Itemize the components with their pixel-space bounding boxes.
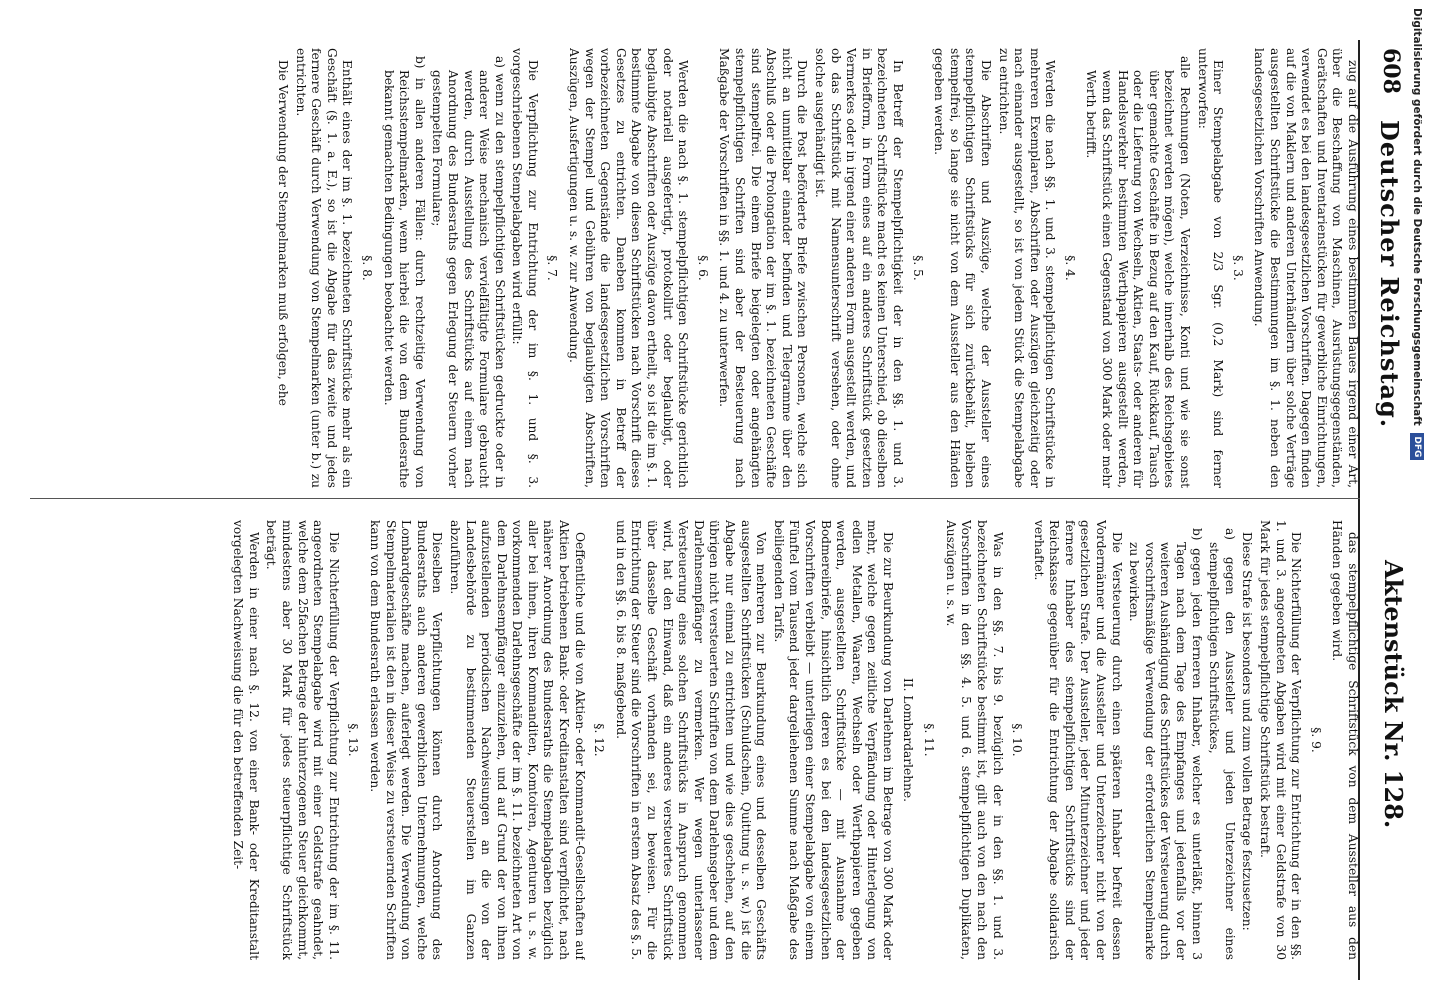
section-heading: §. 10. xyxy=(1010,723,1025,757)
section-heading: §. 11. xyxy=(922,723,937,757)
paragraph: Von mehreren zur Beurkundung eines und desselben Geschäfts ausgestellten Schriftstücken (Schuldschein, Quittung u. s. w.) ist die Abgabe nur einmal zu entrichten und wie dies geschehen, auf den übrigen nicht versteuerten Schriften von dem Darlehnsgeber und dem Darlehnsempfänger zu vermerken. Wer wegen unterlassener Versteuerung eines solchen Schriftstücks in Anspruch genommen wird, hat den Einwand, daß ein anderes versteuertes Schriftstück über dasselbe Geschäft vorhanden sei, zu beweisen. Für die Entrichtung der Steuer sind die Vorschriften in erstem Absatz des §. 5. und in den §§. 6. bis 8. maßgebend. xyxy=(613,520,769,960)
left-text-column xyxy=(30,48,1360,488)
paragraph: b) in allen anderen Fällen: durch rechtzeitige Verwendung von Reichsstempelmarken, wenn hierbei die von dem Bundesrathe bekannt gemachten Bedingungen beobachtet werden. xyxy=(381,56,427,488)
paragraph: Die Nichterfüllung der Verpflichtung zur Entrichtung der in den §§. 1. und 3. angeordneten Abgaben wird mit einer Geldstrafe von 30 Mark für jedes stempelpflichtige Schriftstück bestraft. xyxy=(1258,520,1304,960)
column-divider xyxy=(30,498,1360,499)
paragraph: Die Abschriften und Auszüge, welche der Aussteller eines stempelpflichtigen Schriftstücks für sich zurückbehält, bleiben stempelfrei, so lange sie nicht von dem Aussteller aus den Händen gegeben werden. xyxy=(932,48,993,488)
paragraph: Oeffentliche und die von Aktien- oder Kommandit-Gesellschaften auf Aktien betriebenen Bank- oder Kreditanstalten sind verpflichtet, nach näherer Anordnung des Bundesraths die Stempelabgaben bezüglich aller bei ihnen, ihren Kommanditen, Komtoiren, Agenturen u. s. w. vorkommenden Darlehnsgeschäfte der im §. 11. bezeichneten Art von dem Darlehnsempfänger einzuziehen, und auf Grund der von ihnen aufzustellenden periodischen Nachweisungen an die von der Landesbehörde zu bestimmenden Steuerstellen im Ganzen abzuführen. xyxy=(447,520,587,960)
section-heading: §. 5. xyxy=(910,255,925,281)
paragraph: Die Verpflichtung zur Entrichtung der im §. 1. und §. 3. vorgeschriebenen Stempelabgaben wird erfüllt: xyxy=(510,48,540,488)
section-heading: §. 9. xyxy=(1308,727,1323,753)
paragraph: Enthält eines der im §. 1. bezeichneten Schriftstücke mehr als ein Geschäft (§. 1. a. E.), so ist die Abgabe für das zweite und jedes fernere Geschäft durch Verwendung von Stempelmarken (unter b.) zu entrichten. xyxy=(293,48,355,488)
paragraph: Einer Stempelabgabe von 2/3 Sgr. (0,2 Mark) sind ferner unterworfen: xyxy=(1195,48,1226,488)
paragraph: a) wenn zu den stempelpflichtigen Schriftstücken gedruckte oder in anderer Weise mechanisch vervielfältigte Formulare gebraucht werden, durch Ausstellung des Schriftstücks auf einem nach Anordnung des Bundesraths gegen Erlegung der Steuern vorher gestempelten Formulare; xyxy=(430,56,507,488)
paragraph: Die Versteuerung durch einen späteren Inhaber befreit dessen Vordermänner und die Aussteller und Unterzeichner nicht von der gesetzlichen Strafe. Der Aussteller, jeder Mitunterzeichner und jeder fernere Inhaber des stempelpflichtigen Schriftstücks sind der Reichskasse gegenüber für die Entrichtung der Abgabe solidarisch verhaftet. xyxy=(1031,520,1124,960)
section-heading: II. Lombardarlehne. xyxy=(900,677,915,803)
paragraph: a) gegen den Aussteller und jeden Unterzeichner eines stempelpflichtigen Schriftstückes, xyxy=(1207,528,1237,960)
section-heading: §. 8. xyxy=(359,255,374,281)
paragraph: Dieselben Verpflichtungen können durch Anordnung des Bundesraths auch anderen gewerblichen Unternehmungen, welche Lombardgeschäfte machen, auferlegt werden. Die Verwendung von Stempelmaterialien ist den in dieser Weise zu versteuernden Schriften kann von dem Bundesrath erlassen werden. xyxy=(367,520,445,960)
paragraph: Durch die Post beförderte Briefe zwischen Personen, welche sich nicht an unmittelbar einander befinden und Telegramme über den Abschluß oder die Prolongation der im §. 1. bezeichneten Geschäfte sind stempelfrei. Die einem Briefe beigelegten oder angehängten stempelpflichtigen Schriften sind aber der Besteuerung nach Maßgabe der Vorschriften in §§. 1. und 4. zu unterwerfen. xyxy=(717,48,810,488)
paragraph: Werden die nach §. 1. stempelpflichtigen Schriftstücke gerichtlich oder notariell ausgefertigt, protokollirt oder beglaubigt, oder beglaubigte Abschriften oder Auszüge davon ertheilt, so ist die im §. 1. bestimmte Abgabe von diesen Schriftstücken nach Vorschrift dieses Gesetzes zu entrichten. Daneben kommen in Betreff der vorbezeichneten Gegenstände die landesgesetzlichen Vorschriften wegen der Stempel und Gebühren von beglaubigten Abschriften, Auszügen, Ausfertigungen u. s. w. zur Anwendung. xyxy=(567,48,691,488)
paragraph: zug auf die Ausführung eines bestimmten Baues irgend einer Art, über die Beschaffung von Maschinen, Ausrüstungsgegenständen, Gerätschaften und Inventarienstücken für gewerbliche Einrichtungen, verwendet es bei den landesgesetzlichen Vorschriften. Dagegen finden auf die von Maklern und anderen Unterhändlern über solche Verträge ausgestellten Schriftstücke die Bestimmungen im §. 1. neben den landesgesetzlichen Vorschriften Anwendung. xyxy=(1252,48,1360,488)
paragraph: das stempelpflichtige Schriftstück von dem Aussteller aus den Händen gegeben wird. xyxy=(1330,520,1360,960)
section-heading: §. 13. xyxy=(346,723,361,757)
running-title-right: Aktenstück Nr. 128. xyxy=(1379,560,1408,829)
section-heading: §. 6. xyxy=(695,255,710,281)
paragraph: alle Rechnungen (Noten, Verzeichnisse, Konti und wie sie sonst bezeichnet werden mögen), welche innerhalb des Reichsgebietes über gemachte Geschäfte in Bezug auf den Kauf, Rückkauf, Tausch oder die Lieferung von Wechseln, Aktien, Staats- oder anderen für Handelsverkehr bestimmten Werthpapieren ausgestellt werden, wenn das Schriftstück einen Gegenstand von 300 Mark oder mehr Werth betrifft. xyxy=(1084,56,1193,488)
section-heading: §. 4. xyxy=(1062,255,1077,281)
paragraph: Werden die nach §§. 1. und 3. stempelpflichtigen Schriftstücke in mehreren Exemplaren, Abschriften oder Auszügen gleichzeitig oder nach einander ausgestellt, so ist von jedem Stück die Stempelabgabe zu entrichten. xyxy=(996,48,1058,488)
paragraph: Die Nichterfüllung der Verpflichtung zur Entrichtung der im §. 11. angeordneten Stempelabgabe wird mit einer Geldstrafe geahndet, welche dem 25fachen Betrage der hinterzogenen Steuer gleichkommt, mindestens aber 30 Mark für jedes steuerpflichtige Schriftstück beträgt. xyxy=(264,520,341,960)
paragraph: Was in den §§. 7. bis 9. bezüglich der in den §§. 1. und 3. bezeichneten Schriftstücke bestimmt ist, gilt auch von den nach den Vorschriften in den §§. 4. 5. und 6. stempelpflichtigen Duplikaten, Auszügen u. s. w. xyxy=(943,520,1005,960)
paragraph: Die Verwendung der Stempelmarken muß erfolgen, ehe xyxy=(276,60,290,406)
paragraph: Diese Strafe ist besonders und zum vollen Betrage festzusetzen: xyxy=(1240,532,1255,931)
section-heading: §. 3. xyxy=(1230,255,1245,281)
page-number: 608 xyxy=(1378,48,1404,94)
running-title-left: Deutscher Reichstag. xyxy=(1375,120,1404,429)
dfg-logo: DFG xyxy=(1410,433,1424,460)
right-text-column xyxy=(30,520,1360,960)
section-heading: §. 7. xyxy=(545,255,560,281)
section-heading: §. 12. xyxy=(592,723,607,757)
paragraph: Werden in einer nach §. 12. von einer Bank- oder Kreditanstalt vorgelegten Nachweisung die für den betreffenden Zeit- xyxy=(231,520,261,960)
paragraph: In Betreff der Stempelpflichtigkeit der in den §§. 1. und 3. bezeichneten Schriftstücke macht es keinen Unterschied, ob dieselben in Briefform, in Form eines auf ein anderes Schriftstück gesetzten Vermerkes oder in irgend einer anderen Form ausgestellt werden, und ob das Schriftstück mit Namensunterschrift versehen, oder ohne solche ausgehändigt ist. xyxy=(813,48,905,488)
digitization-note xyxy=(1404,8,1430,993)
paragraph: b) gegen jeden ferneren Inhaber, welcher es unterläßt, binnen 3 Tagen nach dem Tage des Empfanges und jedenfalls vor der weiteren Aushändigung des Schriftstückes der Versteuerung durch vorschriftsmäßige Verwendung der erforderlichen Stempelmarke zu bewirken. xyxy=(1127,528,1204,960)
paragraph: Die zur Beurkundung von Darlehnen im Betrage von 300 Mark oder mehr, welche gegen zeitliche Verpfändung oder Hinterlegung von edlen Metallen, Waaren, Wechseln oder Werthpapieren gegeben werden, ausgestellten Schriftstücke — mit Ausnahme der Bodmereibriefe, hinsichtlich deren es bei den landesgesetzlichen Vorschriften verbleibt — unterliegen einer Stempelabgabe von einem Fünftel vom Tausend jeder dargeliehenen Summe nach Maßgabe des beiliegenden Tarifs. xyxy=(771,520,895,960)
digitization-credit: Digitalisierung gefördert durch die Deutsche Forschungsgemeinschaft xyxy=(1411,8,1423,426)
